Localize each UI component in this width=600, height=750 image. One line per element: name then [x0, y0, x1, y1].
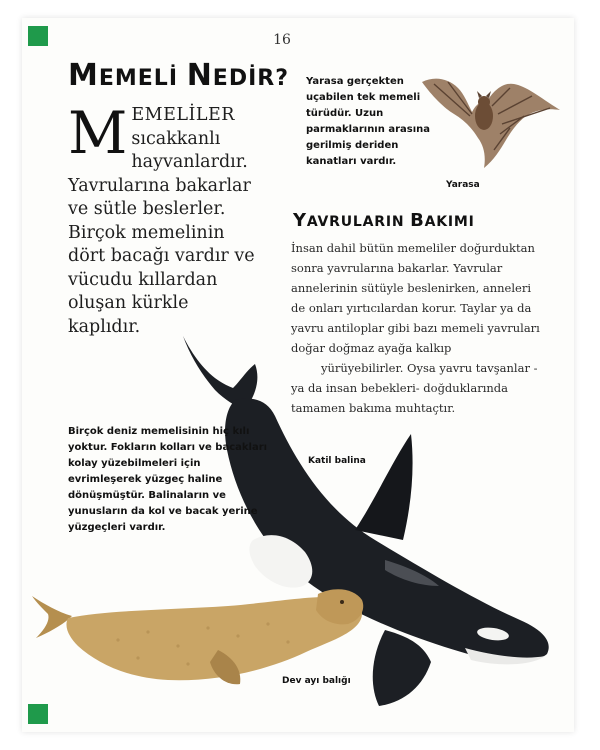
section-line: de onları yırtıcılardan korur. Taylar ya da — [291, 301, 532, 315]
section-line: annelerinin sütüyle beslenirken, anneleri — [291, 281, 532, 295]
page-title-text: MEMELİ NEDİR? — [68, 58, 289, 93]
intro-first-word: EMELİLER — [131, 105, 235, 125]
page-number: 16 — [273, 32, 291, 48]
page-title — [68, 58, 289, 93]
section-line: İnsan dahil bütün memeliler doğurduktan — [291, 241, 535, 255]
bat-label: Yarasa — [446, 180, 480, 190]
elephant-seal-illustration-icon — [28, 580, 368, 690]
intro-body: sıcakkanlı hayvanlardır. Yavrularına bakarlar ve sütle beslerler. Birçok memelinin dört bacağı vardır ve vücudu kıllardan oluşan kürkle kaplıdır. — [68, 128, 255, 337]
intro-paragraph — [68, 99, 258, 339]
section-line: tamamen bakıma muhtaçtır. — [291, 401, 456, 415]
corner-mark-top — [28, 26, 48, 46]
section-line: doğar doğmaz ayağa kalkıp — [291, 341, 452, 355]
corner-mark-bottom — [28, 704, 48, 724]
bat-caption: Yarasa gerçekten uçabilen tek memeli türüdür. Uzun parmaklarının arasına gerilmiş deriden kanatları vardır. — [306, 76, 431, 167]
section-title — [293, 210, 475, 231]
seal-caption: Birçok deniz memelisinin hiç kılı yoktur. Fokların kolları ve bacakları kolay yüzebilmeleri için evrimleşerek yüzgeç haline dönüşmüştür. Balinaların ve yunusların da kol ve bacak yerine yüzgeçleri vardır. — [68, 426, 268, 533]
section-title-text: YAVRULARIN BAKIMI — [293, 210, 475, 231]
whale-label: Katil balina — [308, 456, 366, 466]
section-line: yürüyebilirler. Oysa yavru tavşanlar - — [321, 361, 538, 375]
section-line: yavru antiloplar gibi bazı memeli yavruları — [291, 321, 540, 335]
section-line: sonra yavrularına bakarlar. Yavrular — [291, 261, 503, 275]
drop-cap: M — [68, 99, 128, 167]
seal-label: Dev ayı balığı — [282, 676, 351, 686]
section-line: ya da insan bebekleri- doğduklarında — [291, 381, 509, 395]
